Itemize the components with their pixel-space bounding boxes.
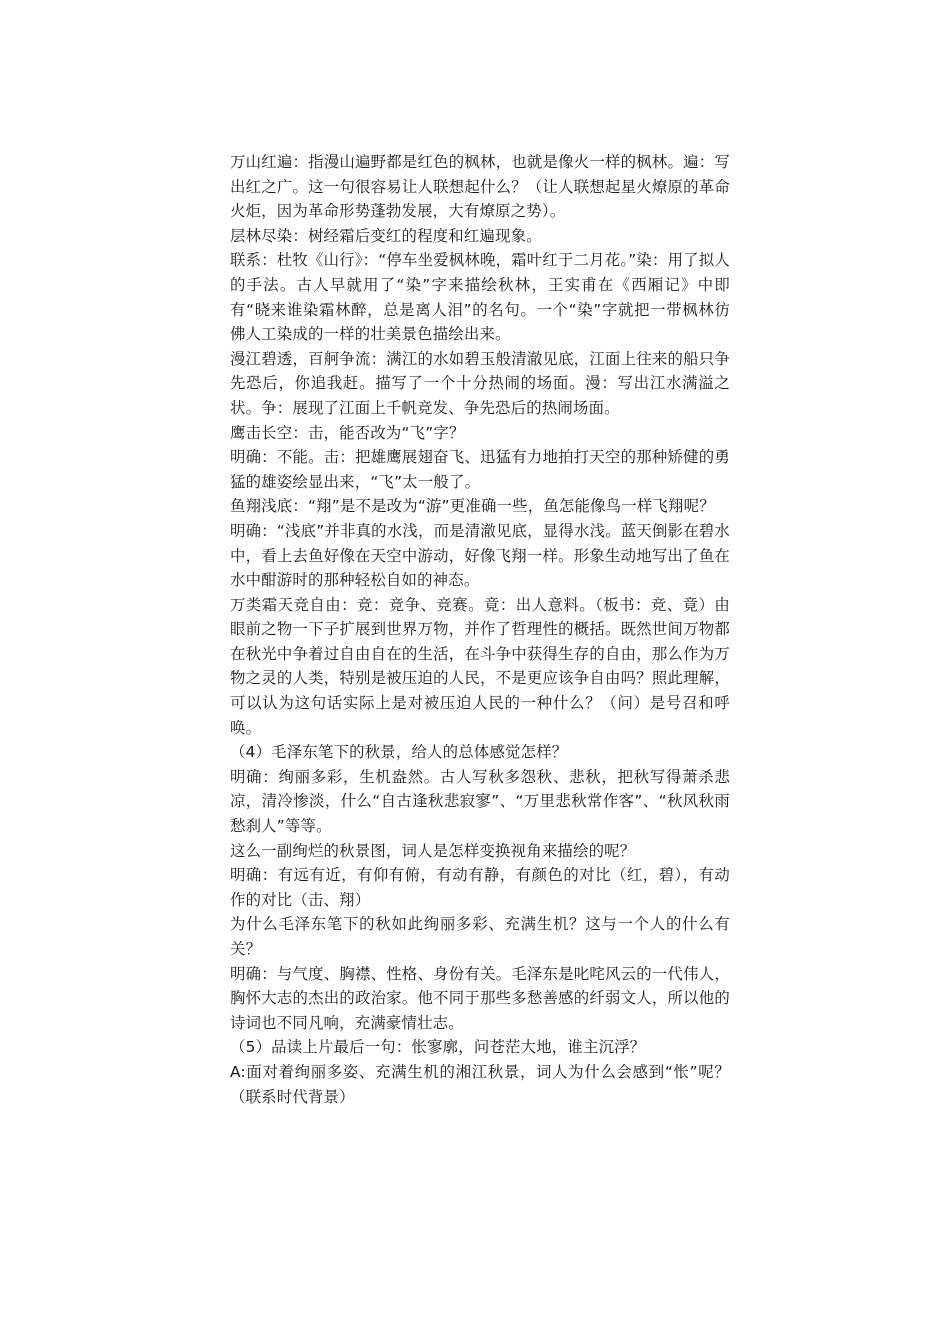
paragraph-yingji-changkong: 鹰击长空：击，能否改为“飞”字？ (230, 423, 465, 442)
paragraph-mingque-qidu: 明确：与气度、胸襟、性格、身份有关。毛泽东是叱咤风云的一代伟人，胸怀大志的杰出的政治家。他不同于那些多愁善感的纤弱文人，所以他的诗词也不同凡响，充满豪情壮志。 (230, 964, 730, 1032)
paragraph-lianxi-shanxing: 联系：杜牧《山行》：“停车坐爱枫林晚，霜叶红于二月花。”染：用了拟人的手法。古人早就用了“染”字来描绘秋林，王实甫在《西厢记》中即有“晓来谁染霜林醉，总是离人泪”的名句。一个“染”字就把一带枫林彷佛人工染成的一样的壮美景色描绘出来。 (230, 251, 730, 344)
paragraph-answer-a: A:面对着绚丽多姿、充满生机的湘江秋景，词人为什么会感到“怅”呢？（联系时代背景） (230, 1062, 730, 1106)
document-body (230, 150, 730, 1109)
paragraph-manjiang-bitou: 漫江碧透，百舸争流：满江的水如碧玉般清澈见底，江面上往来的船只争先恐后，你追我赶。描写了一个十分热闹的场面。漫：写出江水满溢之状。争：展现了江面上千帆竞发、争先恐后的热闹场面。 (230, 349, 730, 417)
paragraph-wanshan-hongbian: 万山红遍：指漫山遍野都是红色的枫林，也就是像火一样的枫林。遍：写出红之广。这一句很容易让人联想起什么？（让人联想起星火燎原的革命火炬，因为革命形势蓬勃发展，大有燎原之势）。 (230, 153, 730, 221)
paragraph-weishenme-question: 为什么毛泽东笔下的秋如此绚丽多彩、充满生机？这与一个人的什么有关？ (230, 915, 730, 958)
paragraph-wanlei-shuangtian: 万类霜天竞自由：竞：竞争、竞赛。竟：出人意料。（板书：竞、竟）由眼前之物一下子扩展到世界万物，并作了哲理性的概括。既然世间万物都在秋光中争着过自由自在的生活，在斗争中获得生存的自由，那么作为万物之灵的人类，特别是被压迫的人民，不是更应该争自由吗？照此理解，可以认为这句话实际上是对被压迫人民的一种什么？（问）是号召和呼唤。 (230, 595, 730, 737)
paragraph-mingque-bu-neng: 明确：不能。击：把雄鹰展翅奋飞、迅猛有力地拍打天空的那种矫健的勇猛的雄姿绘显出来，“飞”太一般了。 (230, 448, 730, 491)
paragraph-cenglin-jinran: 层林尽染：树经霜后变红的程度和红遍现象。 (230, 226, 542, 245)
paragraph-yuxiang-qiandi: 鱼翔浅底：“翔”是不是改为“游”更准确一些，鱼怎能像鸟一样飞翔呢？ (230, 497, 715, 516)
paragraph-question-5: （5）品读上片最后一句：怅寥廓，问苍茫大地，谁主沉浮？ (230, 1038, 646, 1057)
paragraph-shijiao-question: 这么一副绚烂的秋景图，词人是怎样变换视角来描绘的呢？ (230, 841, 636, 860)
paragraph-mingque-yuanjin: 明确：有远有近，有仰有俯，有动有静，有颜色的对比（红，碧），有动作的对比（击、翔） (230, 866, 730, 909)
paragraph-mingque-xuanli: 明确：绚丽多彩，生机盎然。古人写秋多怨秋、悲秋，把秋写得萧杀悲凉，清冷惨淡，什么“自古逢秋悲寂寥”、“万里悲秋常作客”、“秋风秋雨愁刹人”等等。 (230, 767, 730, 836)
paragraph-mingque-qiandi: 明确：“浅底”并非真的水浅，而是清澈见底，显得水浅。蓝天倒影在碧水中，看上去鱼好像在天空中游动，好像飞翔一样。形象生动地写出了鱼在水中酣游时的那种轻松自如的神态。 (230, 521, 730, 590)
paragraph-question-4: （4）毛泽东笔下的秋景，给人的总体感觉怎样？ (230, 743, 568, 762)
